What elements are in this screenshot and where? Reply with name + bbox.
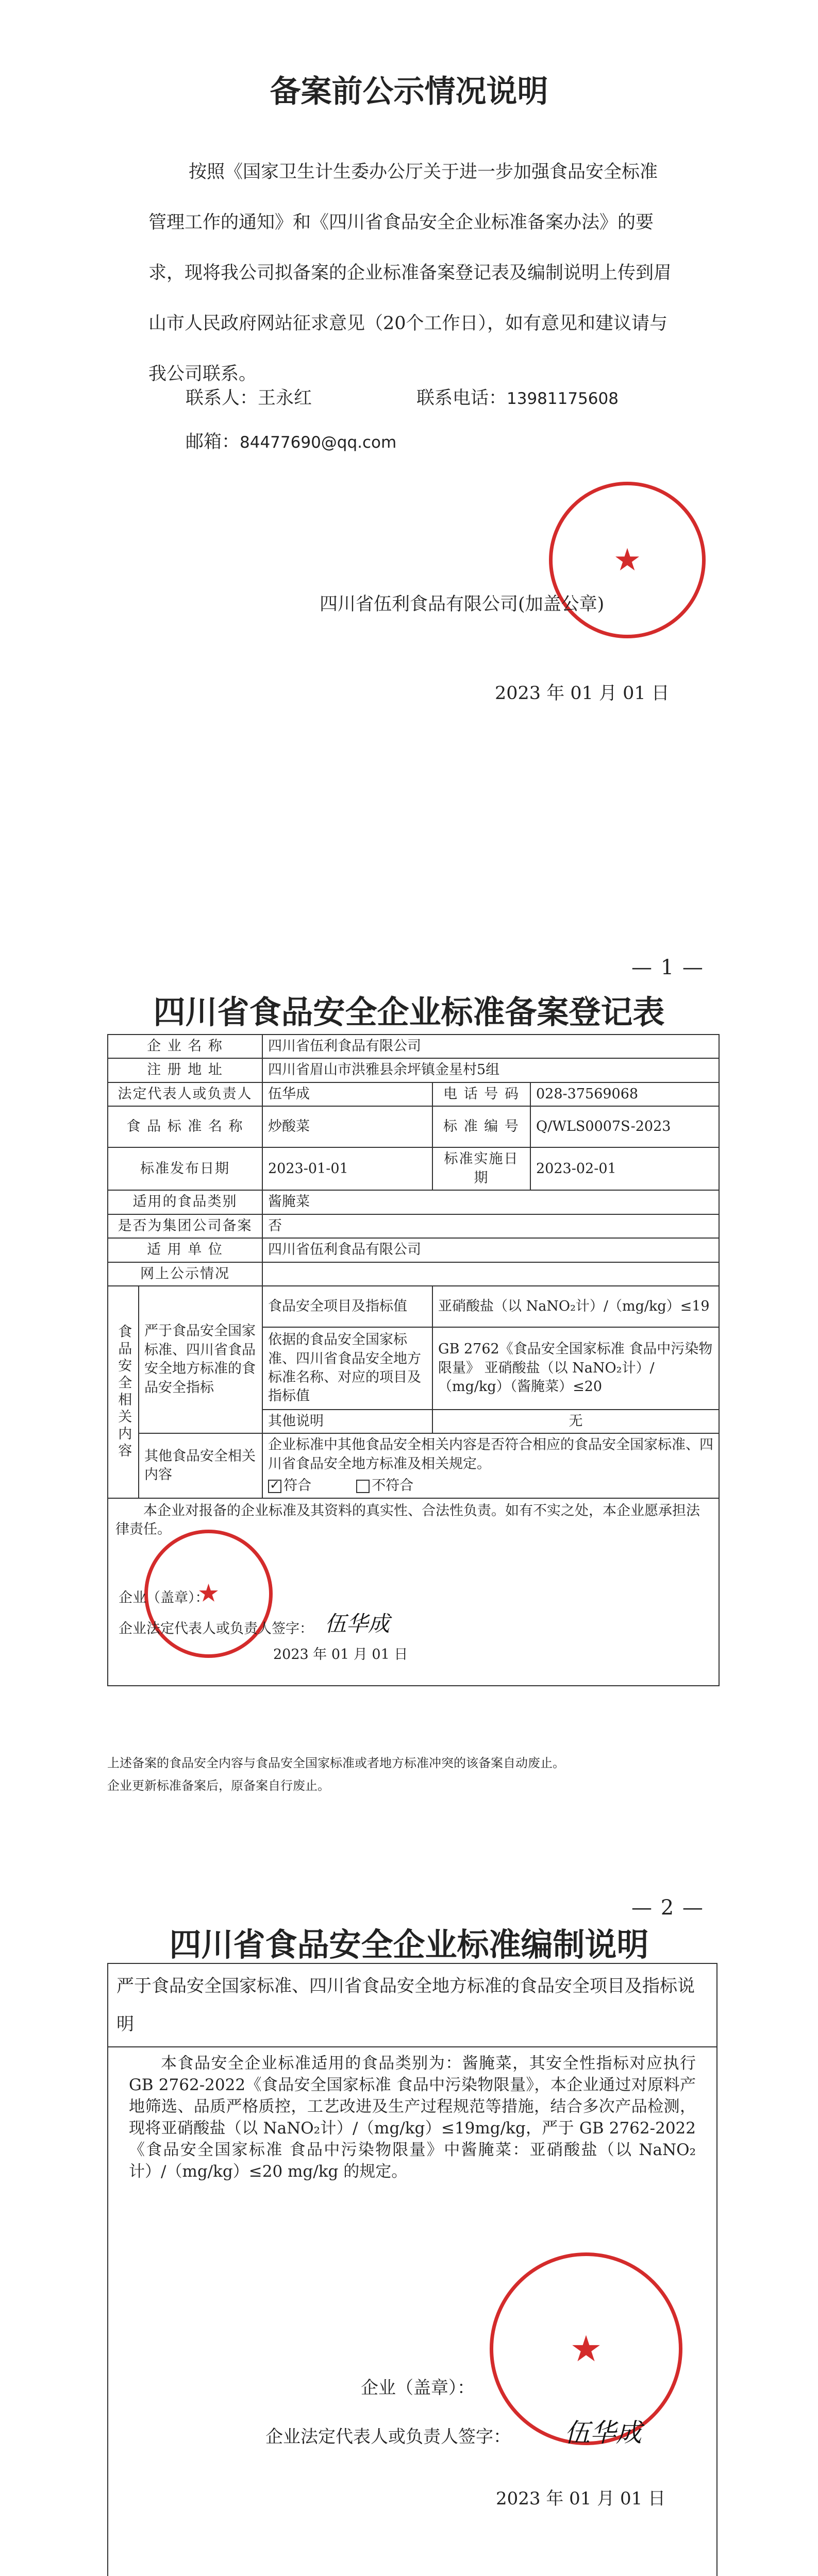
page2-notes: 上述备案的食品安全内容与食品安全国家标准或者地方标准冲突的该备案自动废止。 企业更新标准备案后，原备案自行废止。 [107, 1756, 565, 1793]
page1-number: — 1 — [631, 956, 704, 979]
checkbox-comply [268, 1480, 281, 1493]
company-stamp-line: 四川省伍利食品有限公司(加盖公章) [320, 594, 605, 615]
explanation-heading: 严于食品安全国家标准、四川省食品安全地方标准的食品安全项目及指标说明 [108, 1964, 716, 2047]
page2-number: — 2 — [631, 1896, 704, 1920]
contact-phone: 联系电话：13981175608 [416, 388, 619, 409]
explanation-box: 严于食品安全国家标准、四川省食品安全地方标准的食品安全项目及指标说明 本食品安全企业标准适用的食品类别为：酱腌菜，其安全性指标对应执行 GB 2762-2022《食品安全国家标准 食品中污染物限量》，本企业通过对原料产地筛选、品质严格质控，工艺改进及生产过程规范等措施，结合多次产品检测，现将亚硝酸盐（以 NaNO₂计）/（mg/kg）≤19mg/kg，严于 GB 2762-2022《食品安全国家标准 食品中污染物限量》中酱腌菜：亚硝酸盐（以 NaNO₂计）/（mg/kg）≤20 mg/kg 的规定。 ★ 企业（盖章）： 企业法定代表人或负责人签字： 伍华成 2023 年 01 月 01 日 [107, 1963, 717, 2576]
intro-paragraph: 按照《国家卫生计生委办公厅关于进一步加强食品安全标准管理工作的通知》和《四川省食品安全企业标准备案办法》的要求，现将我公司拟备案的企业标准备案登记表及编制说明上传到眉山市人民政府网站征求意见（20个工作日），如有意见和建议请与我公司联系。 [148, 162, 672, 384]
explanation-body: 本食品安全企业标准适用的食品类别为：酱腌菜，其安全性指标对应执行 GB 2762-2022《食品安全国家标准 食品中污染物限量》，本企业通过对原料产地筛选、品质严格质控，工艺改进及生产过程规范等措施，结合多次产品检测，现将亚硝酸盐（以 NaNO₂计）/（mg/kg）≤19mg/kg，严于 GB 2762-2022《食品安全国家标准 食品中污染物限量》中酱腌菜：亚硝酸盐（以 NaNO₂计）/（mg/kg）≤20 mg/kg 的规定。 [129, 2054, 696, 2181]
contact-email: 邮箱：84477690@qq.com [186, 432, 397, 452]
signature-3: 伍华成 [564, 2418, 642, 2448]
page1-date: 2023 年 01 月 01 日 [495, 683, 670, 704]
company-seal-2: ★ [144, 1530, 273, 1658]
page1-title: 备案前公示情况说明 [270, 74, 548, 110]
registration-table: 企 业 名 称 四川省伍利食品有限公司 注 册 地 址 四川省眉山市洪雅县余坪镇金星村5组 法定代表人或负责人 伍华成 电 话 号 码 028-37569068 食 品 标 准 名 称 炒酸菜 标 准 编 号 Q/WLS0007S-2023 标准发布日期 2023-01-01 标准实施日期 2023-02-01 适用的食品类别 酱腌菜 是否为集团公司备案 否 适 用 单 位 四川省伍利食品有限公司 网上公示情况 食品安全相关内容 严于食品安全国家标准、四川省食品安全地方标准的食品安全指标 食品安全项目及指标值 亚硝酸盐（以 NaNO₂计）/（mg/kg）≤19 依据的食品安全国家标准、四川省食品安全地方标准名称、对应的项目及指标值 GB 2762《食品安全国家标准 食品中污染物限量》 亚硝酸盐（以 NaNO₂计）/（mg/kg）（酱腌菜）≤20 其他说明 无 其他食品安全相关内容 企业标准中其他食品安全相关内容是否符合相应的食品安全国家标准、四川省食品安全地方标准及相关规定。 ✓符合 不符合 本企业对报备的企业标准及其资料的真实性、合法性负责。如有不实之处，本企业愿承担法律责任。 ★ 企业（盖章）： 企业法定代表人或负责人签字： 伍华成 2023 年 01 月 01 日 [107, 1034, 720, 1686]
page3-title: 四川省食品安全企业标准编制说明 [169, 1926, 649, 1963]
checkbox-not-comply [356, 1480, 370, 1493]
company-seal: ★ [549, 482, 706, 638]
company-seal-3: ★ [490, 2252, 682, 2445]
page2-title: 四川省食品安全企业标准备案登记表 [153, 993, 665, 1031]
contact-person: 联系人：王永红 [186, 388, 312, 409]
signature-2: 伍华成 [325, 1611, 390, 1636]
